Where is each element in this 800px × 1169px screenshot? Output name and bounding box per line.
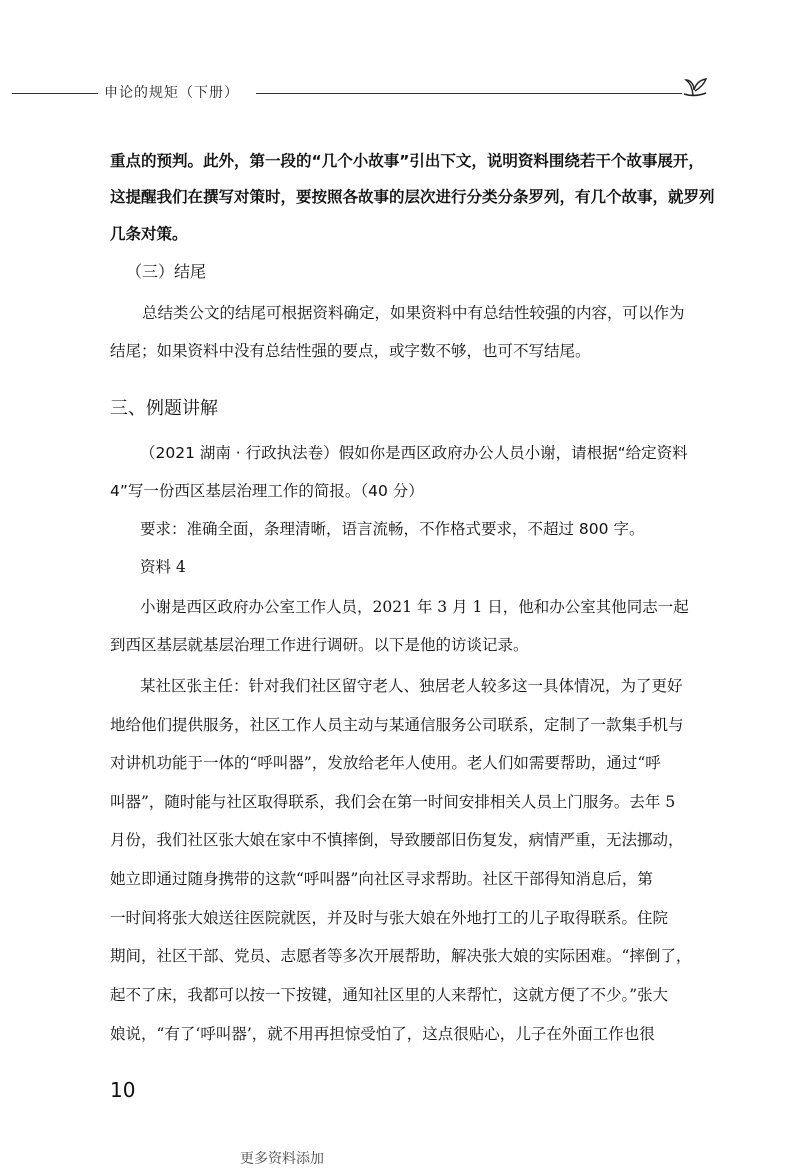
header-rule-left — [12, 93, 98, 94]
body-line: 期间，社区干部、党员、志愿者等多次开展帮助，解决张大娘的实际困难。“摔倒了， — [110, 947, 692, 965]
footer-watermark-text: 更多资料添加 — [240, 1151, 324, 1167]
body-line: 重点的预判。此外，第一段的“几个小故事”引出下文，说明资料围绕若干个故事展开， — [110, 152, 704, 170]
question-text: 4”写一份西区基层治理工作的简报。（40 分） — [110, 482, 424, 500]
sprout-icon — [676, 70, 712, 106]
question-requirements: 要求：准确全面，条理清晰，语言流畅，不作格式要求，不超过 800 字。 — [140, 520, 645, 538]
body-line: 叫器”，随时能与社区取得联系，我们会在第一时间安排相关人员上门服务。去年 5 — [110, 793, 676, 811]
body-line: 月份，我们社区张大娘在家中不慎摔倒，导致腰部旧伤复发，病情严重，无法挪动， — [110, 831, 684, 849]
running-header — [0, 70, 800, 110]
body-line: 到西区基层就基层治理工作进行调研。以下是他的访谈记录。 — [110, 636, 529, 654]
body-line: 这提醒我们在撰写对策时，要按照各故事的层次进行分类分条罗列，有几个故事，就罗列 — [110, 188, 715, 206]
body-line: 几条对策。 — [110, 225, 188, 243]
running-title: 申论的规矩（下册） — [104, 85, 239, 101]
body-line: 总结类公文的结尾可根据资料确定，如果资料中有总结性较强的内容，可以作为 — [142, 304, 685, 322]
body-line: 一时间将张大娘送往医院就医，并及时与张大娘在外地打工的儿子取得联系。住院 — [110, 909, 669, 927]
body-line: 某社区张主任：针对我们社区留守老人、独居老人较多这一具体情况，为了更好 — [140, 677, 683, 695]
body-line: 她立即通过随身携带的这款“呼叫器”向社区寻求帮助。社区干部得知消息后，第 — [110, 870, 653, 888]
body-line: 对讲机功能于一体的“呼叫器”，发放给老年人使用。老人们如需要帮助，通过“呼 — [110, 754, 661, 772]
section-heading-examples: 三、例题讲解 — [110, 398, 218, 419]
page-number: 10 — [110, 1078, 136, 1102]
body-line: 结尾；如果资料中没有总结性强的要点，或字数不够，也可不写结尾。 — [110, 342, 591, 360]
header-rule-right — [256, 93, 682, 94]
body-line: 小谢是西区政府办公室工作人员，2021 年 3 月 1 日，他和办公室其他同志一起 — [140, 598, 689, 616]
body-line: 起不了床，我都可以按一下按键，通知社区里的人来帮忙，这就方便了不少。”张大 — [110, 986, 669, 1004]
material-label: 资料 4 — [140, 558, 186, 576]
body-line: 地给他们提供服务，社区工作人员主动与某通信服务公司联系，定制了一款集手机与 — [110, 716, 684, 734]
body-line: 娘说，“有了‘呼叫器’，就不用再担惊受怕了，这点很贴心，儿子在外面工作也很 — [110, 1025, 655, 1043]
question-text: （2021 湖南 · 行政执法卷）假如你是西区政府办公人员小谢，请根据“给定资料 — [140, 444, 688, 462]
section-heading-ending: （三）结尾 — [126, 262, 207, 281]
